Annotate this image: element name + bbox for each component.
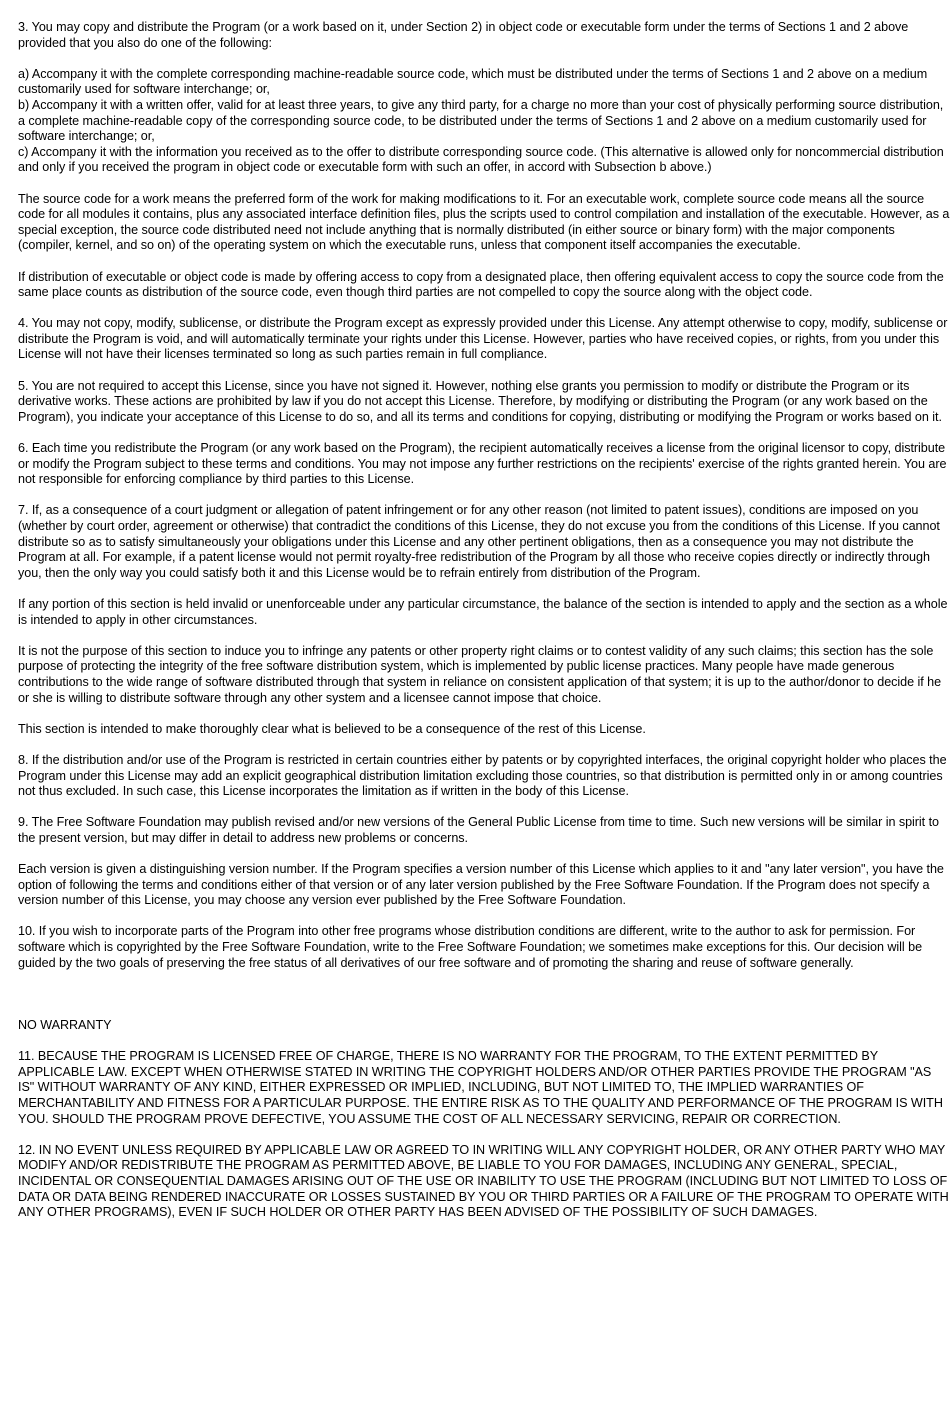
- section-3-source-code-definition: The source code for a work means the preferred form of the work for making modifications to it. For an executable work, complete source code means all the source code for all modules it contains, plus any associated interface definition files, plus the scripts used to control compilation and installation of the executable. However, as a special exception, the source code distributed need not include anything that is normally distributed (in either source or binary form) with the major components (compiler, kernel, and so on) of the operating system on which the executable runs, unless that component itself accompanies the executable.: [18, 191, 950, 253]
- license-document: [18, 20, 950, 1236]
- section-7-main: 7. If, as a consequence of a court judgment or allegation of patent infringement or for any other reason (not limited to patent issues), conditions are imposed on you (whether by court order, agreement or otherwise) that contradict the conditions of this License, they do not excuse you from the conditions of this License. If you cannot distribute so as to satisfy simultaneously your obligations under this License and any other pertinent obligations, then as a consequence you may not distribute the Program at all. For example, if a patent license would not permit royalty-free redistribution of the Program by all those who receive copies directly or indirectly through you, then the only way you could satisfy both it and this License would be to refrain entirely from distribution of the Program.: [18, 503, 940, 580]
- section-3-designated-place: If distribution of executable or object code is made by offering access to copy from a designated place, then offering equivalent access to copy the source code from the same place counts as distribution of the source code, even though third parties are not compelled to copy the source along with the object code.: [18, 269, 944, 300]
- section-7-clarification: This section is intended to make thoroughly clear what is believed to be a consequence of the rest of this License.: [18, 721, 646, 736]
- section-10: 10. If you wish to incorporate parts of the Program into other free programs whose distribution conditions are different, write to the author to ask for permission. For software which is copyrighted by the Free Software Foundation, write to the Free Software Foundation; we sometimes make exceptions for this. Our decision will be guided by the two goals of preserving the free status of all derivatives of our free software and of promoting the sharing and reuse of software generally.: [18, 924, 923, 970]
- section-8: 8. If the distribution and/or use of the Program is restricted in certain countries either by patents or by copyrighted interfaces, the original copyright holder who places the Program under this License may add an explicit geographical distribution limitation excluding those countries, so that distribution is permitted only in or among countries not thus excluded. In such case, this License incorporates the limitation as if written in the body of this License.: [18, 752, 947, 799]
- section-11: 11. BECAUSE THE PROGRAM IS LICENSED FREE OF CHARGE, THERE IS NO WARRANTY FOR THE PROGRAM, TO THE EXTENT PERMITTED BY APPLICABLE LAW. EXCEPT WHEN OTHERWISE STATED IN WRITING THE COPYRIGHT HOLDERS AND/OR OTHER PARTIES PROVIDE THE PROGRAM "AS IS" WITHOUT WARRANTY OF ANY KIND, EITHER EXPRESSED OR IMPLIED, INCLUDING, BUT NOT LIMITED TO, THE IMPLIED WARRANTIES OF MERCHANTABILITY AND FITNESS FOR A PARTICULAR PURPOSE. THE ENTIRE RISK AS TO THE QUALITY AND PERFORMANCE OF THE PROGRAM IS WITH YOU. SHOULD THE PROGRAM PROVE DEFECTIVE, YOU ASSUME THE COST OF ALL NECESSARY SERVICING, REPAIR OR CORRECTION.: [18, 1049, 943, 1126]
- section-5: 5. You are not required to accept this License, since you have not signed it. However, nothing else grants you permission to modify or distribute the Program or its derivative works. These actions are prohibited by law if you do not accept this License. Therefore, by modifying or distributing the Program (or any work based on the Program), you indicate your acceptance of this License to do so, and all its terms and conditions for copying, distributing or modifying the Program or works based on it.: [18, 378, 942, 424]
- section-3-item-c: c) Accompany it with the information you received as to the offer to distribute corresponding source code. (This alternative is allowed only for noncommercial distribution and only if you received the program in object code or executable form with such an offer, in accord with Subsection b above.): [18, 144, 944, 175]
- section-7-purpose: It is not the purpose of this section to induce you to infringe any patents or other property right claims or to contest validity of any such claims; this section has the sole purpose of protecting the integrity of the free software distribution system, which is implemented by public license practices. Many people have made generous contributions to the wide range of software distributed through that system in reliance on consistent application of that system; it is up to the author/donor to decide if he or she is willing to distribute software through any other system and a licensee cannot impose that choice.: [18, 643, 942, 705]
- section-spacer: [18, 987, 950, 1018]
- section-6: 6. Each time you redistribute the Program (or any work based on the Program), the recipient automatically receives a license from the original licensor to copy, distribute or modify the Program subject to these terms and conditions. You may not impose any further restrictions on the recipients' exercise of the rights granted herein. You are not responsible for enforcing compliance by third parties to this License.: [18, 441, 947, 487]
- no-warranty-heading: NO WARRANTY: [18, 1018, 112, 1032]
- section-12: 12. IN NO EVENT UNLESS REQUIRED BY APPLICABLE LAW OR AGREED TO IN WRITING WILL ANY COPYRIGHT HOLDER, OR ANY OTHER PARTY WHO MAY MODIFY AND/OR REDISTRIBUTE THE PROGRAM AS PERMITTED ABOVE, BE LIABLE TO YOU FOR DAMAGES, INCLUDING ANY GENERAL, SPECIAL, INCIDENTAL OR CONSEQUENTIAL DAMAGES ARISING OUT OF THE USE OR INABILITY TO USE THE PROGRAM (INCLUDING BUT NOT LIMITED TO LOSS OF DATA OR DATA BEING RENDERED INACCURATE OR LOSSES SUSTAINED BY YOU OR THIRD PARTIES OR A FAILURE OF THE PROGRAM TO OPERATE WITH ANY OTHER PROGRAMS), EVEN IF SUCH HOLDER OR OTHER PARTY HAS BEEN ADVISED OF THE POSSIBILITY OF SUCH DAMAGES.: [18, 1142, 949, 1220]
- section-9-version-number: Each version is given a distinguishing version number. If the Program specifies a version number of this License which applies to it and "any later version", you have the option of following the terms and conditions either of that version or of any later version published by the Free Software Foundation. If the Program does not specify a version number of this License, you may choose any version ever published by the Free Software Foundation.: [18, 862, 944, 908]
- section-9-main: 9. The Free Software Foundation may publish revised and/or new versions of the General Public License from time to time. Such new versions will be similar in spirit to the present version, but may differ in detail to address new problems or concerns.: [18, 815, 939, 845]
- section-3-intro: 3. You may copy and distribute the Program (or a work based on it, under Section 2) in object code or executable form under the terms of Sections 1 and 2 above provided that you also do one of the following:: [18, 20, 909, 50]
- section-7-invalid-portion: If any portion of this section is held invalid or unenforceable under any particular circumstance, the balance of the section is intended to apply and the section as a whole is intended to apply in other circumstances.: [18, 596, 948, 627]
- section-4: 4. You may not copy, modify, sublicense, or distribute the Program except as expressly provided under this License. Any attempt otherwise to copy, modify, sublicense or distribute the Program is void, and will automatically terminate your rights under this License. However, parties who have received copies, or rights, from you under this License will not have their licenses terminated so long as such parties remain in full compliance.: [18, 316, 948, 362]
- section-3-item-b: b) Accompany it with a written offer, valid for at least three years, to give any third party, for a charge no more than your cost of physically performing source distribution, a complete machine-readable copy of the corresponding source code, to be distributed under the terms of Sections 1 and 2 above on a medium customarily used for software interchange; or,: [18, 97, 944, 144]
- section-3-item-a: a) Accompany it with the complete corresponding machine-readable source code, which must be distributed under the terms of Sections 1 and 2 above on a medium customarily used for software interchange; or,: [18, 66, 928, 97]
